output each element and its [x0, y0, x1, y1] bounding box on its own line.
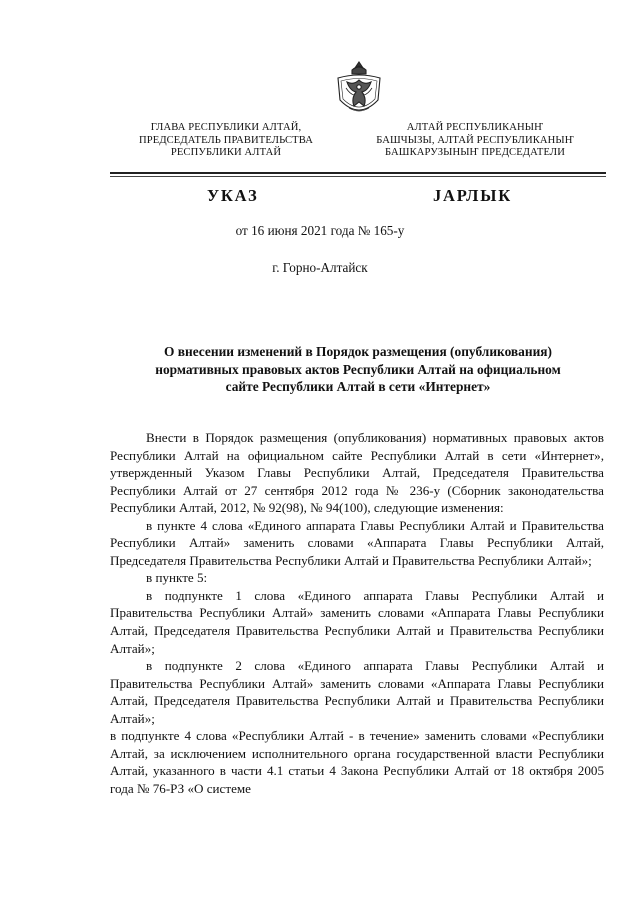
coat-of-arms-emblem: [332, 58, 386, 124]
header-right-block: [350, 122, 600, 160]
subject-line: сайте Республики Алтай в сети «Интернет»: [225, 379, 491, 395]
header-left-line: ПРЕДСЕДАТЕЛЬ ПРАВИТЕЛЬСТВА: [139, 134, 313, 146]
document-type-title-ru: УКАЗ: [207, 186, 259, 205]
header-right-line: БАШЧЫЗЫ, АЛТАЙ РЕСПУБЛИКАНЫҤ: [376, 134, 574, 146]
header-right-line: БАШКАРУЗЫНЫҤ ПРЕДСЕДАТЕЛИ: [385, 147, 565, 159]
document-body: [110, 429, 604, 797]
body-paragraph: в пункте 4 слова «Единого аппарата Главы Республики Алтай и Правительства Республики Алтай» заменить словами «Аппарата Главы Республики Алтай, Председателя Правительства Республики Алтай и Правительства Республики Алтай»;: [110, 517, 604, 568]
body-paragraph: в подпункте 1 слова «Единого аппарата Главы Республики Алтай и Правительства Республики Алтай» заменить словами «Аппарата Главы Республики Алтай, Председателя Правительства Республики Алтай и Правительства Республики Алтай»;: [110, 587, 604, 656]
body-paragraph: Внести в Порядок размещения (опубликования) нормативных правовых актов Республики Алтай на официальном сайте Республики Алтай в сети «Интернет», утвержденный Указом Главы Республики Алтай, Председателя Правительства Республики Алтай от 27 сентября 2012 года № 236-у (Сборник законодательства Республики Алтай, 2012, № 92(98), № 94(100), следующие изменения:: [110, 430, 604, 516]
header-left-line: РЕСПУБЛИКИ АЛТАЙ: [170, 147, 282, 159]
header-right-line: АЛТАЙ РЕСПУБЛИКАНЫҤ: [406, 122, 544, 133]
header-left-line: ГЛАВА РЕСПУБЛИКИ АЛТАЙ,: [150, 122, 302, 133]
body-paragraph: в пункте 5:: [146, 570, 208, 586]
header-divider-thin: [110, 176, 606, 177]
document-subject: [112, 343, 604, 396]
body-paragraph: в подпункте 4 слова «Республики Алтай - в течение» заменить словами «Республики Алтай, за исключением исполнительного органа государственной власти Республики Алтай, указанного в части 4.1 статьи 4 Закона Республики Алтай от 18 октября 2005 года № 76-РЗ «О системе: [110, 728, 604, 796]
document-city: г. Горно-Алтайск: [272, 260, 368, 275]
subject-line: нормативных правовых актов Республики Алтай на официальном: [155, 361, 561, 377]
header-left-block: [120, 122, 332, 160]
document-type-title-alt: ЈАРЛЫК: [433, 186, 513, 205]
header-divider-thick: [110, 172, 606, 174]
subject-line: О внесении изменений в Порядок размещения (опубликования): [163, 344, 552, 359]
document-date-number: от 16 июня 2021 года № 165-у: [235, 223, 405, 238]
body-paragraph: в подпункте 2 слова «Единого аппарата Главы Республики Алтай и Правительства Республики Алтай» заменить словами «Аппарата Главы Республики Алтай, Председателя Правительства Республики Алтай и Правительства Республики Алтай»;: [110, 658, 604, 726]
